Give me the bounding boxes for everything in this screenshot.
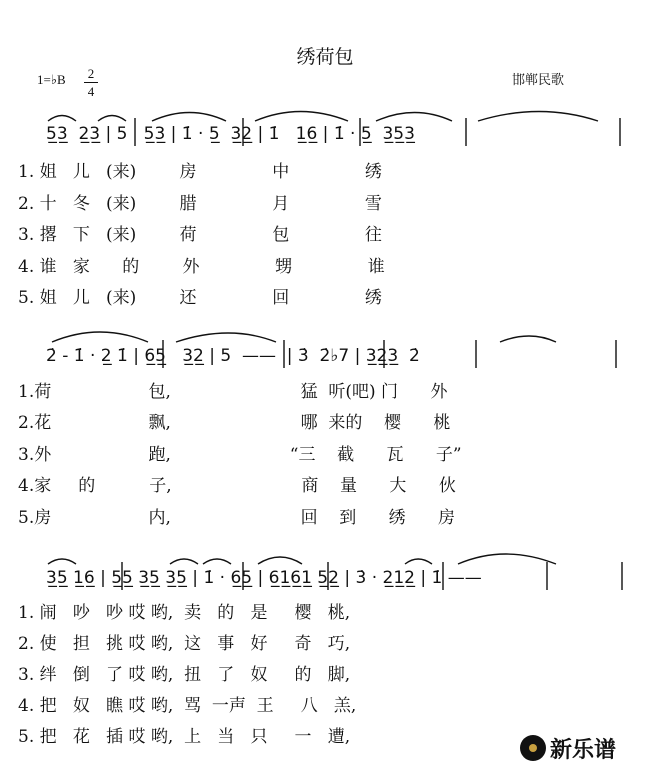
notation-line-3: 3̲5̲ 1̲6̲ | 5̲5̲ 3̲5̲ 3̲5̲ | 1̇ · 6̲5̲ | 6̲1̲6̲1̲ 5̲2̲ | 3̇ · 2̲1̲2̲ | 1̇ —— bbox=[46, 568, 482, 588]
logo-text: 新乐谱 bbox=[550, 738, 617, 763]
lyric-2-3: 3.外 跑, “三 截 瓦 子” bbox=[18, 445, 462, 465]
lyric-1-2: 2. 十 冬 (来) 腊 月 雪 bbox=[18, 194, 382, 214]
lyric-3-5: 5. 把 花 插 哎 哟, 上 当 只 一 遭, bbox=[18, 727, 351, 747]
lyric-2-5: 5.房 内, 回 到 绣 房 bbox=[18, 508, 456, 528]
lyric-3-2: 2. 使 担 挑 哎 哟, 这 事 好 奇 巧, bbox=[18, 634, 351, 654]
record-icon bbox=[520, 735, 546, 761]
song-title: 绣荷包 bbox=[296, 46, 354, 68]
lyric-3-3: 3. 绊 倒 了 哎 哟, 扭 了 奴 的 脚, bbox=[18, 665, 351, 685]
key-signature: 1=♭B bbox=[37, 72, 66, 87]
lyric-2-1: 1.荷 包, 猛 听(吧) 门 外 bbox=[18, 382, 448, 402]
lyric-1-1: 1. 姐 儿 (来) 房 中 绣 bbox=[18, 162, 382, 182]
lyric-3-1: 1. 闹 吵 吵 哎 哟, 卖 的 是 樱 桃, bbox=[18, 603, 351, 623]
site-logo bbox=[514, 730, 646, 770]
lyric-3-4: 4. 把 奴 瞧 哎 哟, 骂 一声 王 八 羔, bbox=[18, 696, 357, 716]
lyric-1-4: 4. 谁 家 的 外 甥 谁 bbox=[18, 257, 385, 277]
lyric-2-4: 4.家 的 子, 商 量 大 伙 bbox=[18, 476, 456, 496]
author-credit: 邯郸民歌 bbox=[512, 73, 565, 88]
notation-line-2: 2̇ - 1̇ · 2̲ 1̇ | 6̲5̲ 3̲2̲ | 5 —— | 3̇ 2̇♭7 | 3̲2̲3̲ 2̇ bbox=[46, 346, 420, 366]
lyric-1-5: 5. 姐 儿 (来) 还 回 绣 bbox=[18, 288, 382, 308]
time-bottom: 4 bbox=[87, 84, 95, 99]
time-top: 2 bbox=[87, 66, 95, 81]
notation-line-1: 5̲3̲ 2̲3̲ | 5 5̲3̲ | 1̇ · 5̲ 3̲2̲ | 1̇ 1̲6̲ | 1̇ · 5̲ 3̲5̲3̲ bbox=[46, 124, 415, 144]
lyric-2-2: 2.花 飘, 哪 来的 樱 桃 bbox=[18, 413, 451, 433]
lyric-1-3: 3. 撂 下 (来) 荷 包 往 bbox=[18, 225, 382, 245]
